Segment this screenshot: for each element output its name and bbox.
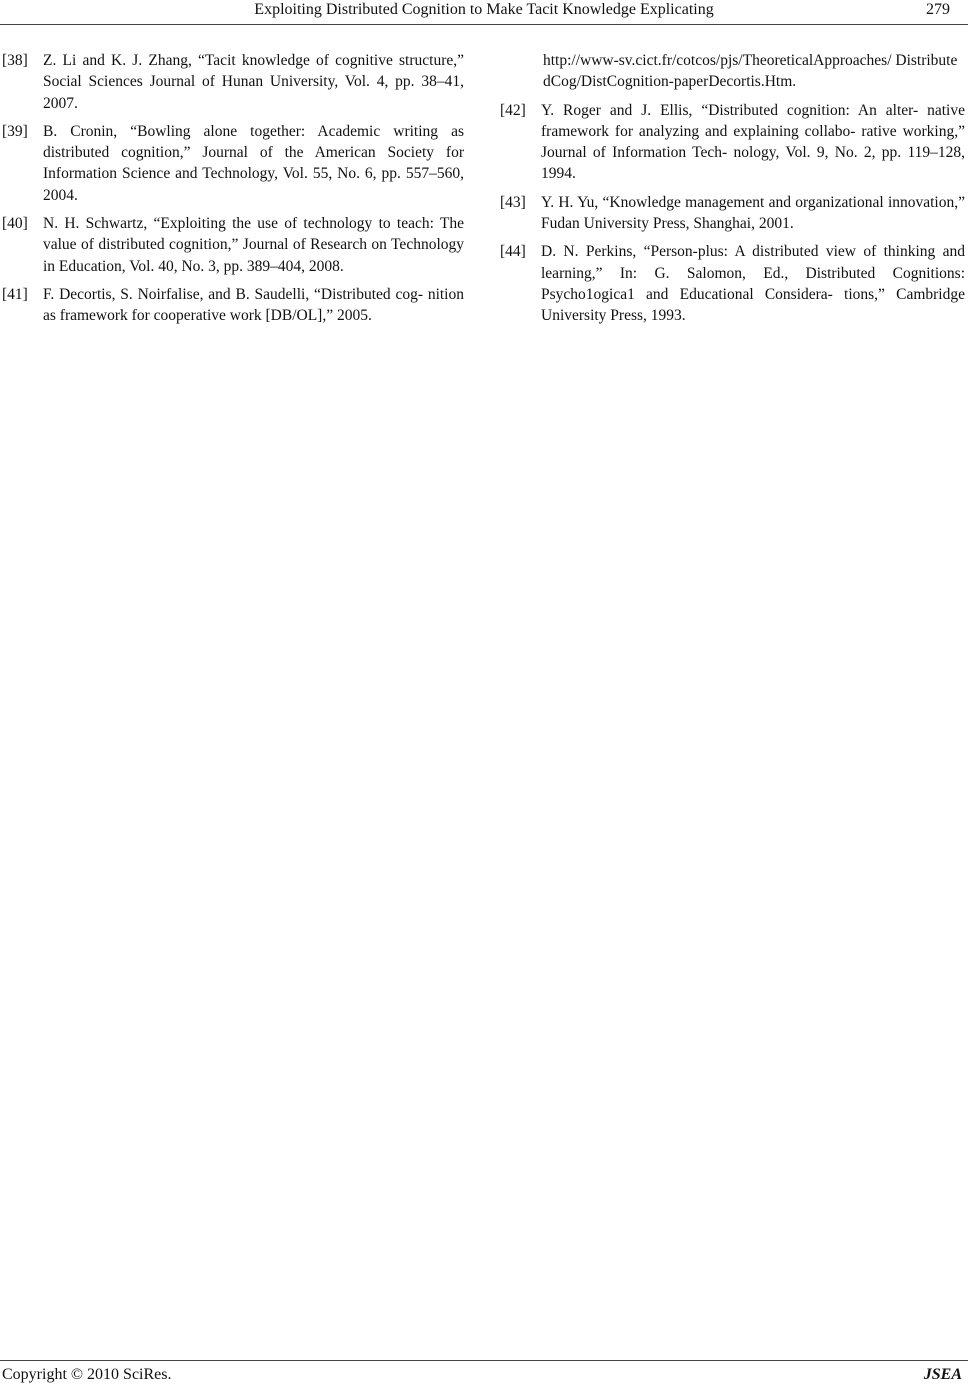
left-column [2, 50, 464, 334]
reference-text: Z. Li and K. J. Zhang, “Tacit knowledge of cognitive structure,” Social Sciences Journal of Hunan University, Vol. 4, pp. 38–41, 2007. [43, 52, 464, 112]
right-column [500, 50, 965, 334]
reference-number: [40] [2, 215, 28, 233]
header-rule [0, 24, 968, 25]
reference-number: [38] [2, 52, 28, 69]
reference-42 [500, 100, 965, 185]
reference-40 [2, 213, 464, 277]
reference-number: [43] [500, 193, 526, 211]
reference-text: B. Cronin, “Bowling alone together: Academic writing as distributed cognition,” Journal of the American Society for Information Science and Technology, Vol. 55, No. 6, pp. 557–560, 2004. [43, 122, 464, 204]
reference-38 [2, 50, 464, 114]
page-number: 279 [926, 1, 950, 18]
reference-text: D. N. Perkins, “Person-plus: A distributed view of thinking and learning,” In: G. Salomon, Ed., Distributed Cognitions: Psycho1ogica1 and Educational Considera- tions,” Cambridge University Press, 1993. [541, 243, 965, 325]
reference-43 [500, 192, 965, 235]
reference-39 [2, 121, 464, 206]
running-title: Exploiting Distributed Cognition to Make Tacit Knowledge Explicating [254, 1, 714, 18]
reference-number: [42] [500, 101, 526, 119]
reference-number: [39] [2, 122, 28, 140]
reference-text: N. H. Schwartz, “Exploiting the use of technology to teach: The value of distributed cognition,” Journal of Research on Technology in Education, Vol. 40, No. 3, pp. 389–404, 2008. [43, 215, 464, 275]
journal-abbreviation: JSEA [923, 1366, 962, 1383]
page-header [0, 0, 968, 26]
reference-text: F. Decortis, S. Noirfalise, and B. Saudelli, “Distributed cog- nition as framework for cooperative work [DB/OL],” 2005. [43, 285, 464, 325]
footer-rule [0, 1360, 968, 1361]
reference-number: [44] [500, 243, 526, 261]
reference-41-url-continuation: http://www-sv.cict.fr/cotcos/pjs/TheoreticalApproaches/ DistributedCog/DistCognition-paperDecortis.Htm. [543, 52, 958, 91]
reference-text: Y. H. Yu, “Knowledge management and organizational innovation,” Fudan University Press, Shanghai, 2001. [541, 193, 965, 233]
reference-text: Y. Roger and J. Ellis, “Distributed cognition: An alter- native framework for analyzing and explaining collabo- rative working,” Journal of Information Tech- nology, Vol. 9, No. 2, pp. 119–128, 1994. [541, 101, 965, 183]
copyright-notice: Copyright © 2010 SciRes. [2, 1366, 172, 1383]
reference-44 [500, 241, 965, 326]
reference-41 [2, 284, 464, 327]
reference-number: [41] [2, 285, 28, 303]
